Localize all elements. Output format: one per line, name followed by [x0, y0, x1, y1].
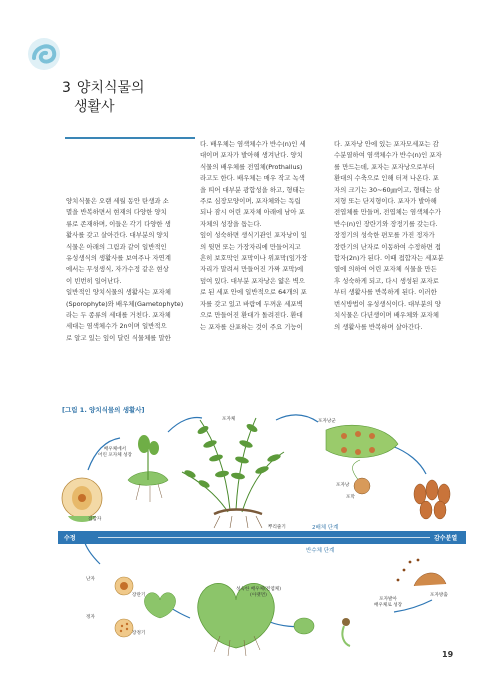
text-line: 식물의 배우체를 전엽체(Prothallus): [200, 162, 303, 171]
text-line: 지형 또는 단지형이다. 포자가 발아해: [334, 197, 437, 206]
text-line: 으로 만들어진 환대가 돌려진다. 환대: [200, 311, 303, 320]
arrow-young-to-sporophyte: [168, 418, 202, 432]
text-line: 일반적인 양치식물의 생활사는 포자체: [66, 288, 171, 297]
text-line: 자체의 성장을 돕는다.: [200, 219, 262, 228]
text-line: 환대의 수축으로 인해 터져 나온다. 포: [334, 174, 439, 183]
text-line: 번식방법이 유성생식이다. 대부분의 양: [334, 299, 441, 308]
label-meiosis: 감수분열: [434, 535, 458, 542]
text-line: 반수(n)인 장란기와 장정기를 갖는다.: [334, 219, 438, 228]
chapter-title-line1: 양치식물의: [76, 80, 145, 96]
label-mature-gametophyte: 성숙한 배우체(전엽체) (아랫면): [236, 587, 281, 598]
archegonium-illustration: [115, 577, 133, 595]
text-line: 로 알고 있는 잎이 달린 식물체를 말한: [66, 333, 171, 342]
label-spore-dispersal: 포자방출: [430, 593, 448, 598]
text-line: 주로 심장모양이며, 포자체와는 독립: [200, 197, 301, 206]
chapter-number: 3: [62, 80, 71, 96]
text-line: 다. 배우체는 염색체수가 반수(n)인 세: [200, 140, 306, 148]
label-sperm: 정자: [86, 615, 95, 620]
label-zygote: 접합자: [88, 517, 102, 522]
label-sporangia-group: 포자낭군: [318, 419, 336, 424]
text-line: 되나 잠시 어린 포자체 아래에 남아 포: [200, 208, 305, 217]
sporangia-cluster-illustration: [414, 480, 450, 519]
text-line: 로 된 세포 안에 일반적으로 64개의 포: [200, 288, 307, 297]
label-sporangium: 포자낭: [336, 483, 350, 488]
text-line: 자를 갖고 있고 바람에 두꺼운 세포벽: [200, 299, 303, 308]
spore-release-illustration: [397, 559, 446, 586]
young-sporophyte-illustration: [128, 435, 168, 502]
text-line: 를 만드는데, 포자는 포자낭으로부터: [334, 162, 435, 171]
text-line: 후 성숙하게 되고, 다시 생성된 포자로: [334, 276, 439, 285]
label-young-sporophyte: 배우체에서 어린 포자체 성장: [98, 447, 132, 458]
text-line: 의 뒷면 또는 가장자리에 만들어지고: [200, 242, 301, 251]
text-line: 치식물은 다년생이며 배우체와 포자체: [334, 311, 439, 320]
antheridium-illustration: [115, 619, 133, 637]
text-line: 자의 크기는 30~60㎛이고, 형태는 삼: [334, 185, 441, 194]
text-line: 을 띠어 대부분 광합성을 하고, 형태는: [200, 185, 305, 194]
label-egg: 난자: [86, 577, 95, 582]
label-sporophyte: 포자체: [222, 417, 236, 422]
chapter-title-line2: 생활사: [74, 99, 115, 115]
mature-sporophyte-illustration: [182, 418, 284, 528]
text-line: 장정기의 성숙한 편모를 가진 정자가: [334, 231, 435, 240]
text-line: 전엽체를 만들며, 전엽체는 염색체수가: [334, 208, 441, 217]
text-line: 류로 존재하며, 이들은 각기 다양한 생: [66, 219, 171, 228]
text-line: (Sporophyte)와 배우체(Gametophyte): [66, 299, 184, 308]
germinating-spore-illustration: [294, 618, 350, 646]
label-spore-germination: 포자발아 배우체로 성장: [374, 597, 403, 608]
label-haploid-phase: 반수체 단계: [306, 548, 335, 554]
text-line: 식물은 아래의 그림과 같이 일반적인: [66, 242, 167, 251]
text-line: 양치식물은 오랜 세월 동안 탄생과 소: [66, 197, 169, 205]
text-line: 장란기의 난자로 이동하여 수정하면 접: [334, 242, 441, 251]
text-line: 잎이 성숙하면 생식기관인 포자낭이 잎: [200, 231, 307, 240]
page-number: 19: [442, 650, 454, 659]
text-line: 다. 포자낭 안에 있는 포자모세포는 감: [334, 140, 439, 148]
label-fertilization: 수정: [64, 535, 76, 542]
text-line: 덮여 있다. 대부분 포자낭은 얇은 벽으: [200, 276, 305, 285]
text-line: 의 생활사를 반복하며 살아간다.: [334, 322, 423, 331]
text-line: 활사를 갖고 살아간다. 대부분의 양치: [66, 231, 169, 240]
arrow-sporophyte-to-sori: [276, 415, 318, 422]
figure-title: [그림 1. 양치식물의 생활사]: [62, 406, 145, 414]
text-line: 이 빈번히 일어난다.: [66, 276, 122, 285]
label-archegonium: 장란기: [132, 593, 146, 598]
text-line: 라고도 한다. 배우체는 매우 작고 녹색: [200, 174, 305, 183]
label-rhizome: 뿌리줄기: [268, 525, 286, 530]
arrow-sori-to-sporangium: [392, 446, 426, 474]
text-line: 유성생식의 생활사를 보여주나 자연계: [66, 254, 171, 263]
text-line: 열에 의하여 어린 포자체 식물을 만든: [334, 265, 437, 274]
text-line: 흔히 보호막인 포막이나 위포막(잎가장: [200, 254, 308, 263]
label-diploid-phase: 2배체 단계: [312, 525, 339, 531]
label-antheridium: 장정기: [132, 631, 146, 636]
heart-gametophyte-small: [144, 593, 175, 618]
text-line: 부터 생활사를 반복하게 된다. 이러한: [334, 288, 437, 297]
text-line: 대이며 포자가 발아해 생겨난다. 양치: [200, 151, 303, 160]
text-line: 는 포자를 산포하는 것이 주요 기능이: [200, 322, 303, 331]
text-line: 멸을 반복하면서 현재의 다양한 양치: [66, 208, 167, 217]
text-line: 수분열하여 염색체수가 반수(n)인 포자: [334, 151, 442, 160]
text-line: 합자(2n)가 된다. 이때 접합자는 세포분: [334, 254, 444, 263]
text-line: 라는 두 종류의 세대를 거친다. 포자체: [66, 311, 171, 320]
label-indusium: 포막: [346, 495, 355, 500]
text-line: 자리가 말려서 만들어진 가짜 포막)에: [200, 265, 304, 274]
text-line: 세대는 염색체수가 2n이며 일반적으: [66, 322, 167, 331]
text-line: 에서는 무성생식, 자가수정 같은 현상: [66, 265, 169, 274]
